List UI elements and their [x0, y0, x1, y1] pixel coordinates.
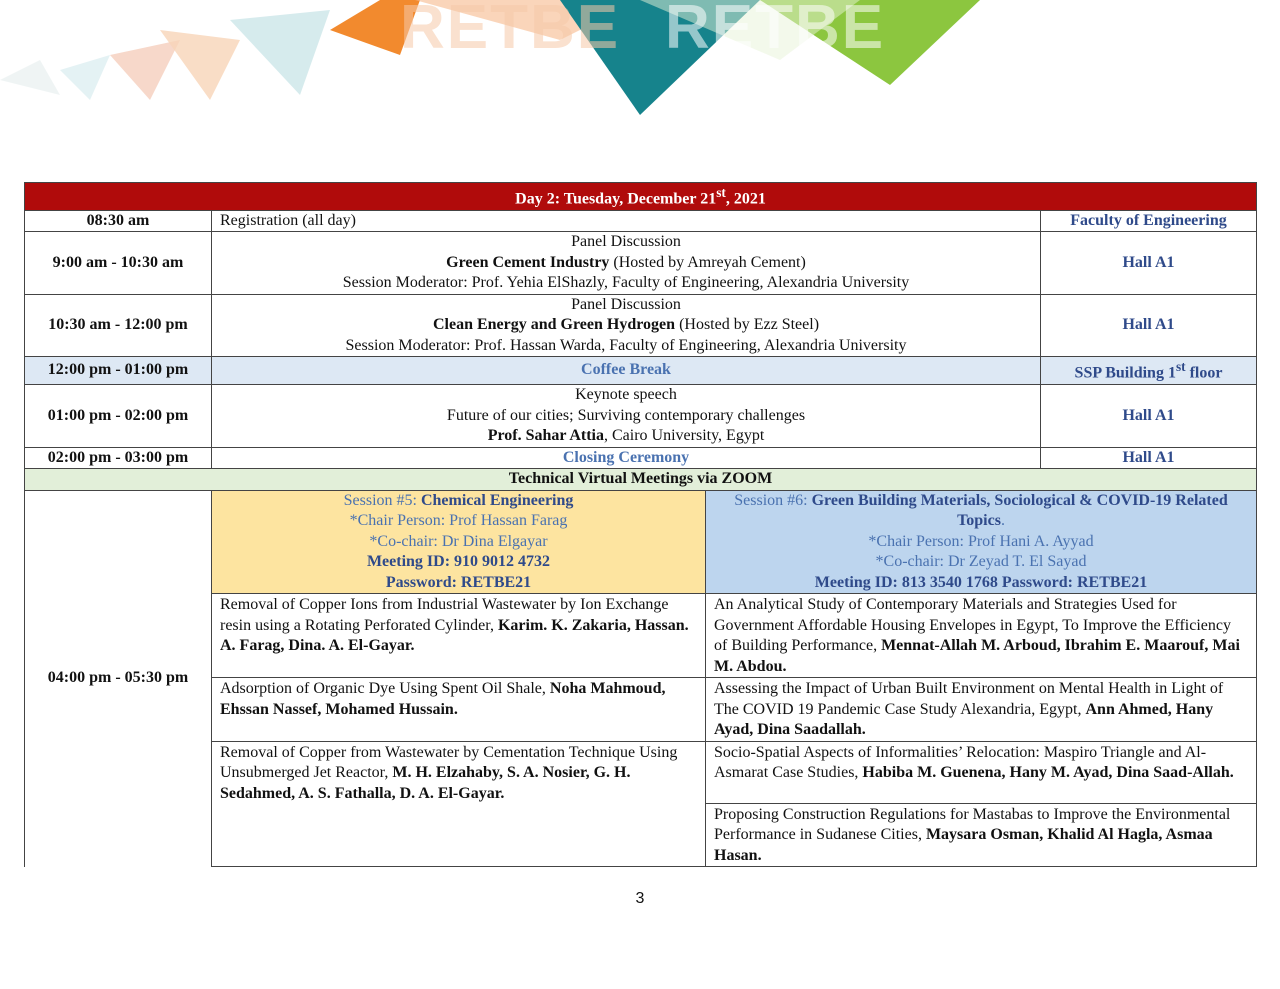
- session6-title-line: [714, 491, 1248, 532]
- paper-title: Assessing the Impact of Urban Built Environment on Mental Health in Light of The COVID 19 Pandemic Case Study Alexandria, Egypt,: [714, 680, 1224, 718]
- event-title: Future of our cities; Surviving contemporary challenges: [446, 406, 806, 424]
- table-row: [25, 447, 1257, 469]
- location-cell: Hall A1: [1041, 447, 1257, 469]
- event-speaker: Prof. Sahar Attia: [487, 427, 604, 445]
- paper-title: Proposing Construction Regulations for Mastabas to Improve the Environmental Performance in Sudanese Cities,: [714, 805, 1231, 844]
- event-cell: [212, 385, 1041, 448]
- location-cell: Hall A1: [1041, 294, 1257, 357]
- paper-authors: Karim. K. Zakaria, Hassan. A. Farag, Dina. A. El-Gayar.: [220, 616, 689, 655]
- session6-chair: *Chair Person: Prof Hani A. Ayyad: [868, 532, 1094, 550]
- paper-title: Removal of Copper Ions from Industrial Wastewater by Ion Exchange resin using a Rotating Perforated Cylinder,: [220, 596, 669, 634]
- time-cell: 04:00 pm - 05:30 pm: [25, 490, 212, 867]
- event-title: Clean Energy and Green Hydrogen: [432, 316, 676, 334]
- event-type: Keynote speech: [575, 386, 677, 404]
- event-title-line: [220, 315, 1032, 336]
- session5-paper: [212, 741, 706, 867]
- event-affiliation: , Cairo University, Egypt: [604, 427, 765, 445]
- session6-paper: [706, 741, 1257, 803]
- paper-title: An Analytical Study of Contemporary Materials and Strategies Used for Government Affordable Housing Envelopes in Egypt, To Improve the Efficiency of Building Performance,: [714, 596, 1231, 655]
- session5-title-line: [220, 491, 697, 512]
- schedule-table: [24, 182, 1257, 867]
- session6-cochair: *Co-chair: Dr Zeyad T. El Sayad: [875, 553, 1087, 571]
- day-header-sup: st: [716, 185, 726, 200]
- table-row: [25, 385, 1257, 448]
- location-cell: Hall A1: [1041, 232, 1257, 295]
- time-cell: 12:00 pm - 01:00 pm: [25, 357, 212, 385]
- paper-title: Removal of Copper from Wastewater by Cementation Technique Using Unsubmerged Jet Reactor,: [220, 743, 678, 782]
- time-cell: 08:30 am: [25, 210, 212, 232]
- event-cell: Closing Ceremony: [212, 447, 1041, 469]
- session6-header: [706, 490, 1257, 594]
- session-header-row: [25, 490, 1257, 594]
- event-cell: Registration (all day): [212, 210, 1041, 232]
- day-header-year: , 2021: [725, 190, 766, 208]
- banner-graphic: [0, 0, 1280, 130]
- location-cell: [1041, 357, 1257, 385]
- location-sup: st: [1175, 359, 1186, 375]
- event-cell: [212, 294, 1041, 357]
- table-row: [25, 210, 1257, 232]
- table-row: [25, 294, 1257, 357]
- session6-title: Green Building Materials, Sociological & COVID-19 Related Topics: [811, 491, 1228, 530]
- time-cell: 02:00 pm - 03:00 pm: [25, 447, 212, 469]
- session6-meeting: Meeting ID: 813 3540 1768 Password: RETBE21: [814, 573, 1148, 591]
- event-type: Panel Discussion: [571, 295, 681, 313]
- day-header-text: Day 2: Tuesday, December 21: [515, 190, 717, 208]
- banner-logo-text: RETBE: [665, 0, 886, 62]
- virtual-header: Technical Virtual Meetings via ZOOM: [25, 469, 1257, 491]
- paper-authors: Maysara Osman, Khalid Al Hagla, Asmaa Hasan.: [714, 826, 1213, 864]
- header-banner: [0, 0, 1280, 130]
- event-title-line: [220, 253, 1032, 274]
- location-suffix: floor: [1185, 364, 1223, 382]
- banner-logo-text: RETBE: [400, 0, 621, 62]
- event-cell: [212, 232, 1041, 295]
- session6-label: Session #6:: [734, 491, 812, 509]
- session5-meeting-id: Meeting ID: 910 9012 4732: [366, 553, 551, 571]
- session6-title-end: .: [1000, 512, 1005, 530]
- event-host: (Hosted by Ezz Steel): [675, 316, 820, 334]
- event-speaker-line: [220, 426, 1032, 447]
- time-cell: 01:00 pm - 02:00 pm: [25, 385, 212, 448]
- paper-authors: Noha Mahmoud, Ehssan Nassef, Mohamed Hussain.: [220, 680, 666, 718]
- paper-authors: Mennat-Allah M. Arboud, Ibrahim E. Maarouf, Mai M. Abdou.: [714, 637, 1240, 675]
- table-row: [25, 232, 1257, 295]
- page-number: 3: [635, 890, 645, 907]
- location-cell: Faculty of Engineering: [1041, 210, 1257, 232]
- time-cell: 9:00 am - 10:30 am: [25, 232, 212, 295]
- session5-cochair: *Co-chair: Dr Dina Elgayar: [369, 532, 548, 550]
- location-text: SSP Building 1: [1074, 364, 1176, 382]
- session5-header: [212, 490, 706, 594]
- session6-paper: [706, 678, 1257, 742]
- event-moderator: Session Moderator: Prof. Yehia ElShazly, Faculty of Engineering, Alexandria University: [342, 274, 910, 292]
- day-header: [25, 183, 1257, 211]
- paper-authors: Ann Ahmed, Hany Ayad, Dina Saadallah.: [714, 700, 1214, 739]
- session5-password: Password: RETBE21: [385, 573, 532, 591]
- session5-chair: *Chair Person: Prof Hassan Farag: [349, 512, 568, 530]
- day-header-row: [25, 183, 1257, 211]
- virtual-header-row: [25, 469, 1257, 491]
- event-moderator: Session Moderator: Prof. Hassan Warda, Faculty of Engineering, Alexandria University: [345, 336, 907, 354]
- paper-title: Adsorption of Organic Dye Using Spent Oil Shale,: [220, 680, 550, 698]
- table-row: [25, 357, 1257, 385]
- time-cell: 10:30 am - 12:00 pm: [25, 294, 212, 357]
- paper-authors: Habiba M. Guenena, Hany M. Ayad, Dina Saad-Allah.: [862, 764, 1234, 782]
- event-cell: Coffee Break: [212, 357, 1041, 385]
- session5-title: Chemical Engineering: [420, 491, 574, 509]
- event-type: Panel Discussion: [571, 233, 681, 251]
- event-host: (Hosted by Amreyah Cement): [609, 253, 806, 271]
- paper-authors: M. H. Elzahaby, S. A. Nosier, G. H. Sedahmed, A. S. Fathalla, D. A. El-Gayar.: [220, 764, 631, 802]
- session6-paper: [706, 594, 1257, 678]
- session5-paper: [212, 594, 706, 678]
- paper-title: Socio-Spatial Aspects of Informalities’ Relocation: Maspiro Triangle and Al-Asmarat Case Studies,: [714, 743, 1207, 782]
- session5-paper: [212, 678, 706, 742]
- session5-label: Session #5:: [343, 491, 421, 509]
- session6-paper: [706, 803, 1257, 867]
- location-cell: Hall A1: [1041, 385, 1257, 448]
- event-title: Green Cement Industry: [446, 253, 610, 271]
